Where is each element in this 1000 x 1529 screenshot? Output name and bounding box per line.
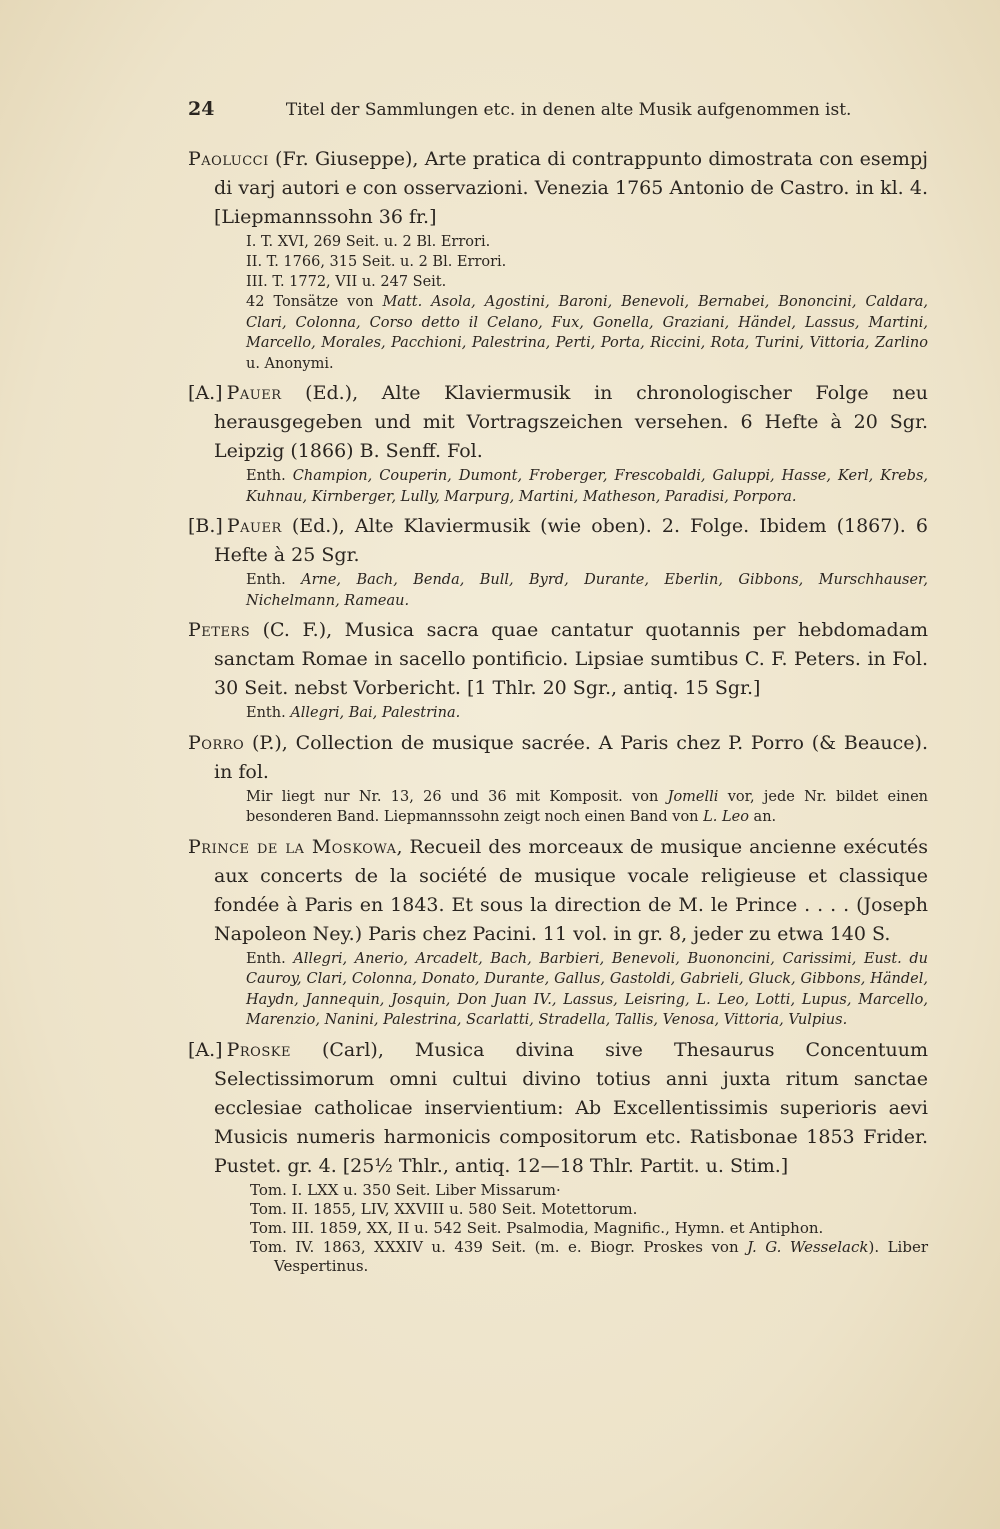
volume-line: I. T. XVI, 269 Seit. u. 2 Bl. Errori. — [246, 234, 491, 250]
entry-tag: [B.] — [188, 515, 223, 537]
entry-main — [188, 616, 928, 703]
tome-line: Tom. II. 1855, LIV, XXVIII u. 580 Seit. Motettorum. — [250, 1199, 638, 1218]
tome-text: Tom. IV. 1863, XXXIV u. 439 Seit. (m. e. Biogr. Proskes von — [250, 1237, 739, 1256]
composer-list: Matt. Asola, Agostini, Baroni, Benevoli, Bernabei, Bononcini, Caldara, Clari, Colonna, Corso detto il Celano, Fux, Gonella, Graziani, Händel, Lassus, Martini, Marcello, Morales, Pacchioni, Palestrina, Perti, Porta, Riccini, Rota, Turini, Vittoria, Zarlino — [246, 294, 929, 351]
entry-peters — [188, 616, 928, 724]
entry-author: Paolucci — [188, 148, 269, 170]
note-text: Mir liegt nur Nr. 13, 26 und 36 mit Komposit. von — [246, 788, 659, 805]
entry-author: Proske — [226, 1038, 291, 1061]
composer-name: L. Leo — [703, 809, 749, 825]
contents-prefix: Enth. — [246, 572, 286, 588]
entry-contents — [188, 703, 928, 724]
running-title: Titel der Sammlungen etc. in denen alte Musik aufgenommen ist. — [285, 100, 852, 120]
entry-title: (Ed.), Alte Klaviermusik (wie oben). 2. Folge. Ibidem (1867). 6 Hefte à 25 Sgr. — [214, 515, 928, 566]
entry-title: Recueil des morceaux de musique ancienne exécutés aux concerts de la société de musique vocale religieuse et classique fondée à Paris en 1843. Et sous la direction de M. le Prince . . . . (Joseph Napoleon Ney.) Paris chez Pacini. 11 vol. in gr. 8, jeder zu etwa 140 S. — [214, 835, 928, 945]
composer-list: Allegri, Bai, Palestrina. — [290, 705, 461, 721]
entry-author: Porro — [188, 731, 245, 754]
contents-prefix: Enth. — [246, 468, 286, 484]
page-number: 24 — [188, 98, 215, 120]
entry-title: (C. F.), Musica sacra quae cantatur quotannis per hebdomadam sanctam Romae in sacello pontificio. Lipsiae sumtibus C. F. Peters. in Fol. 30 Seit. nebst Vorbericht. [1 Thlr. 20 Sgr., antiq. 15 Sgr.] — [214, 619, 928, 699]
tome-text: ). Liber Vespertinus. — [274, 1237, 928, 1275]
tome-line: Tom. I. LXX u. 350 Seit. Liber Missarum· — [250, 1180, 561, 1199]
composer-name: Jomelli — [667, 788, 719, 805]
entry-main — [188, 729, 928, 787]
entry-note — [188, 292, 928, 374]
contents-prefix: Enth. — [246, 705, 286, 721]
note-prefix: 42 Tonsätze von — [246, 294, 374, 310]
entry-porro — [188, 729, 928, 828]
entry-paolucci — [188, 145, 928, 374]
entry-author: Peters — [188, 619, 251, 641]
tome-line — [188, 1238, 928, 1276]
composer-name: J. G. Wesselack — [747, 1237, 869, 1256]
contents-prefix: Enth. — [246, 950, 286, 967]
entry-main — [188, 1036, 928, 1181]
entry-title: (Carl), Musica divina sive Thesaurus Concentuum Selectissimorum omni cultui divino totius anni juxta ritum sanctae ecclesiae catholicae inservientium: Ab Excellentissimis superioris aevi Musicis numeris harmonicis compositorum etc. Ratisbonae 1853 Frider. Pustet. gr. 4. [25½ Thlr., antiq. 12—18 Thlr. Partit. u. Stim.] — [214, 1038, 928, 1177]
entry-contents — [188, 466, 928, 507]
entry-author: Pauer — [226, 382, 282, 404]
entry-tag: [A.] — [188, 382, 223, 404]
entry-author: Pauer — [226, 515, 282, 537]
entry-pauer-b — [188, 512, 928, 611]
entry-author: Prince de la Moskowa — [188, 835, 397, 858]
entry-proske — [188, 1036, 928, 1276]
tome-line: Tom. III. 1859, XX, II u. 542 Seit. Psalmodia, Magnific., Hymn. et Antiphon. — [250, 1218, 824, 1237]
entry-title: (Ed.), Alte Klaviermusik in chronologischer Folge neu herausgegeben und mit Vortragszeichen versehen. 6 Hefte à 20 Sgr. Leipzig (1866) B. Senff. Fol. — [214, 382, 928, 462]
entry-main — [188, 379, 928, 466]
composer-list: Champion, Couperin, Dumont, Froberger, Frescobaldi, Galuppi, Hasse, Kerl, Krebs, Kuhnau, Kirnberger, Lully, Marpurg, Martini, Matheson, Paradisi, Porpora. — [246, 468, 928, 505]
composer-list: Allegri, Anerio, Arcadelt, Bach, Barbieri, Benevoli, Buononcini, Carissimi, Eust. du Cauroy, Clari, Colonna, Donato, Durante, Gallus, Gastoldi, Gabrieli, Gluck, Gibbons, Händel, Haydn, Jannequin, Josquin, Don Juan IV., Lassus, Leisring, L. Leo, Lotti, Lupus, Marcello, Marenzio, Nanini, Palestrina, Scarlatti, Stradella, Tallis, Venosa, Vittoria, Vulpius. — [246, 950, 929, 1028]
entry-main — [188, 512, 928, 570]
running-header — [188, 98, 928, 120]
entry-main — [188, 145, 928, 232]
entry-contents — [188, 570, 928, 611]
entry-contents — [188, 949, 928, 1031]
note-suffix: u. Anonymi. — [246, 355, 334, 372]
composer-list: Arne, Bach, Benda, Bull, Byrd, Durante, Eberlin, Gibbons, Murschhauser, Nichelmann, Rameau. — [246, 572, 928, 609]
note-text: an. — [753, 809, 777, 825]
page-body — [188, 145, 928, 1281]
volume-line: III. T. 1772, VII u. 247 Seit. — [246, 274, 447, 290]
entry-tag: [A.] — [188, 1038, 223, 1061]
entry-title: (P.), Collection de musique sacrée. A Paris chez P. Porro (& Beauce). in fol. — [214, 731, 929, 783]
entry-main: Prince de la Moskowa, Recueil des morceaux de musique ancienne exécutés aux concerts de la société de musique vocale religieuse et classique fondée à Paris en 1843. Et sous la direction de M. le Prince . . . . (Joseph Napoleon Ney.) Paris chez Pacini. 11 vol. in gr. 8, jeder zu etwa 140 S. — [188, 835, 928, 945]
entry-pauer-a — [188, 379, 928, 507]
volume-line: II. T. 1766, 315 Seit. u. 2 Bl. Errori. — [246, 254, 507, 270]
entry-title: (Fr. Giuseppe), Arte pratica di contrappunto dimostrata con esempj di varj autori e con osservazioni. Venezia 1765 Antonio de Castro. in kl. 4. [Liepmannssohn 36 fr.] — [214, 148, 928, 228]
note-text: vor, jede Nr. bildet einen besonderen Band. Liepmannssohn zeigt noch einen Band von — [246, 788, 929, 825]
entry-prince-de-la-moskowa — [188, 833, 928, 1031]
entry-note — [188, 787, 928, 828]
